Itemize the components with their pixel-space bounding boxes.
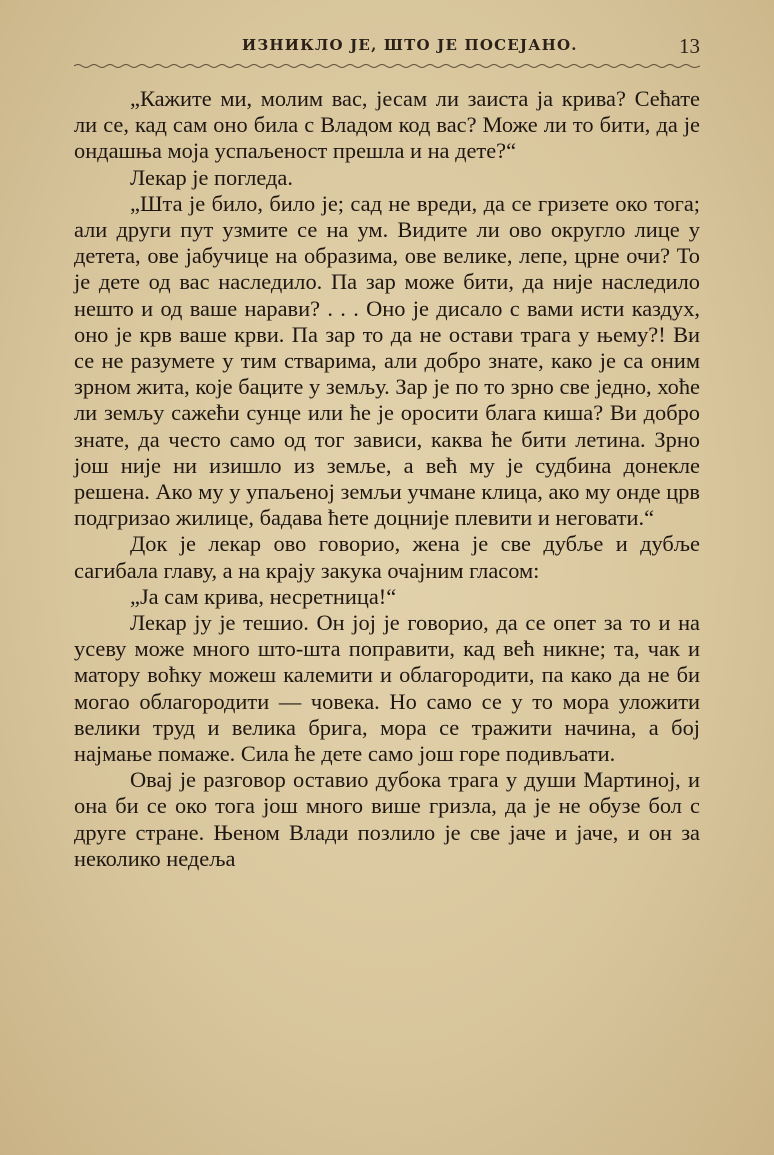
paragraph: Овај је разговор оставио дубока трага у души Мартиној, и она би се око тога још много више гризла, да је не обузе бол с друге стране. Њеном Влади позлило је све јаче и јаче, и он за неколико недеља bbox=[74, 767, 700, 871]
body-text bbox=[74, 86, 700, 872]
paragraph: „Шта је било, било је; сад не вреди, да се гризете око тога; али други пут узмите се на ум. Видите ли ово округло лице у детета, ове јабучице на образима, ове велике, лепе, црне очи? То је дете од вас наследило. Па зар може бити, да није наследило нешто и од ваше нарави? . . . Оно је дисало с вами исти каздух, оно је крв ваше крви. Па зар то да не остави трага у њему?! Ви се не разумете у тим стварима, али добро знате, како је са оним зрном жита, које баците у земљу. Зар је по то зрно све једно, хоће ли земљу сажећи сунце или ће је оросити блага киша? Ви добро знате, да често само од тог зависи, каква ће бити летина. Зрно још није ни изишло из земље, а већ му је судбина донекле решена. Ако му у упаљеној земљи учмане клица, ако му онде црв подгризао жилице, бадава ћете доцније плевити и неговати.“ bbox=[74, 190, 700, 531]
page-number: 13 bbox=[679, 34, 700, 58]
header-rule bbox=[74, 63, 700, 69]
paragraph: Док је лекар ово говорио, жена је све дубље и дубље сагибала главу, а на крају закука очајним гласом: bbox=[74, 531, 700, 583]
paragraph: „Ја сам крива, несретница!“ bbox=[130, 583, 397, 609]
running-title: ИЗНИКЛО ЈЕ, ШТО ЈЕ ПОСЕЈАНО. bbox=[242, 36, 578, 54]
page-header bbox=[74, 36, 700, 64]
paragraph: „Кажите ми, молим вас, јесам ли заиста ја крива? Сећате ли се, кад сам оно била с Владом код вас? Може ли то бити, да је ондашња моја успаљеност прешла и на дете?“ bbox=[74, 86, 700, 164]
paragraph: Лекар је погледа. bbox=[130, 164, 293, 190]
paragraph: Лекар ју је тешио. Он јој је говорио, да се опет за то и на усеву може много што-шта поправити, кад већ никне; та, чак и матору воћку можеш калемити и облагородити, па како да не би могао облагородити — човека. Но само се у то мора уложити велики труд и велика брига, мора се тражити начина, а бој најмање помаже. Сила ће дете само још горе подивљати. bbox=[74, 610, 700, 767]
